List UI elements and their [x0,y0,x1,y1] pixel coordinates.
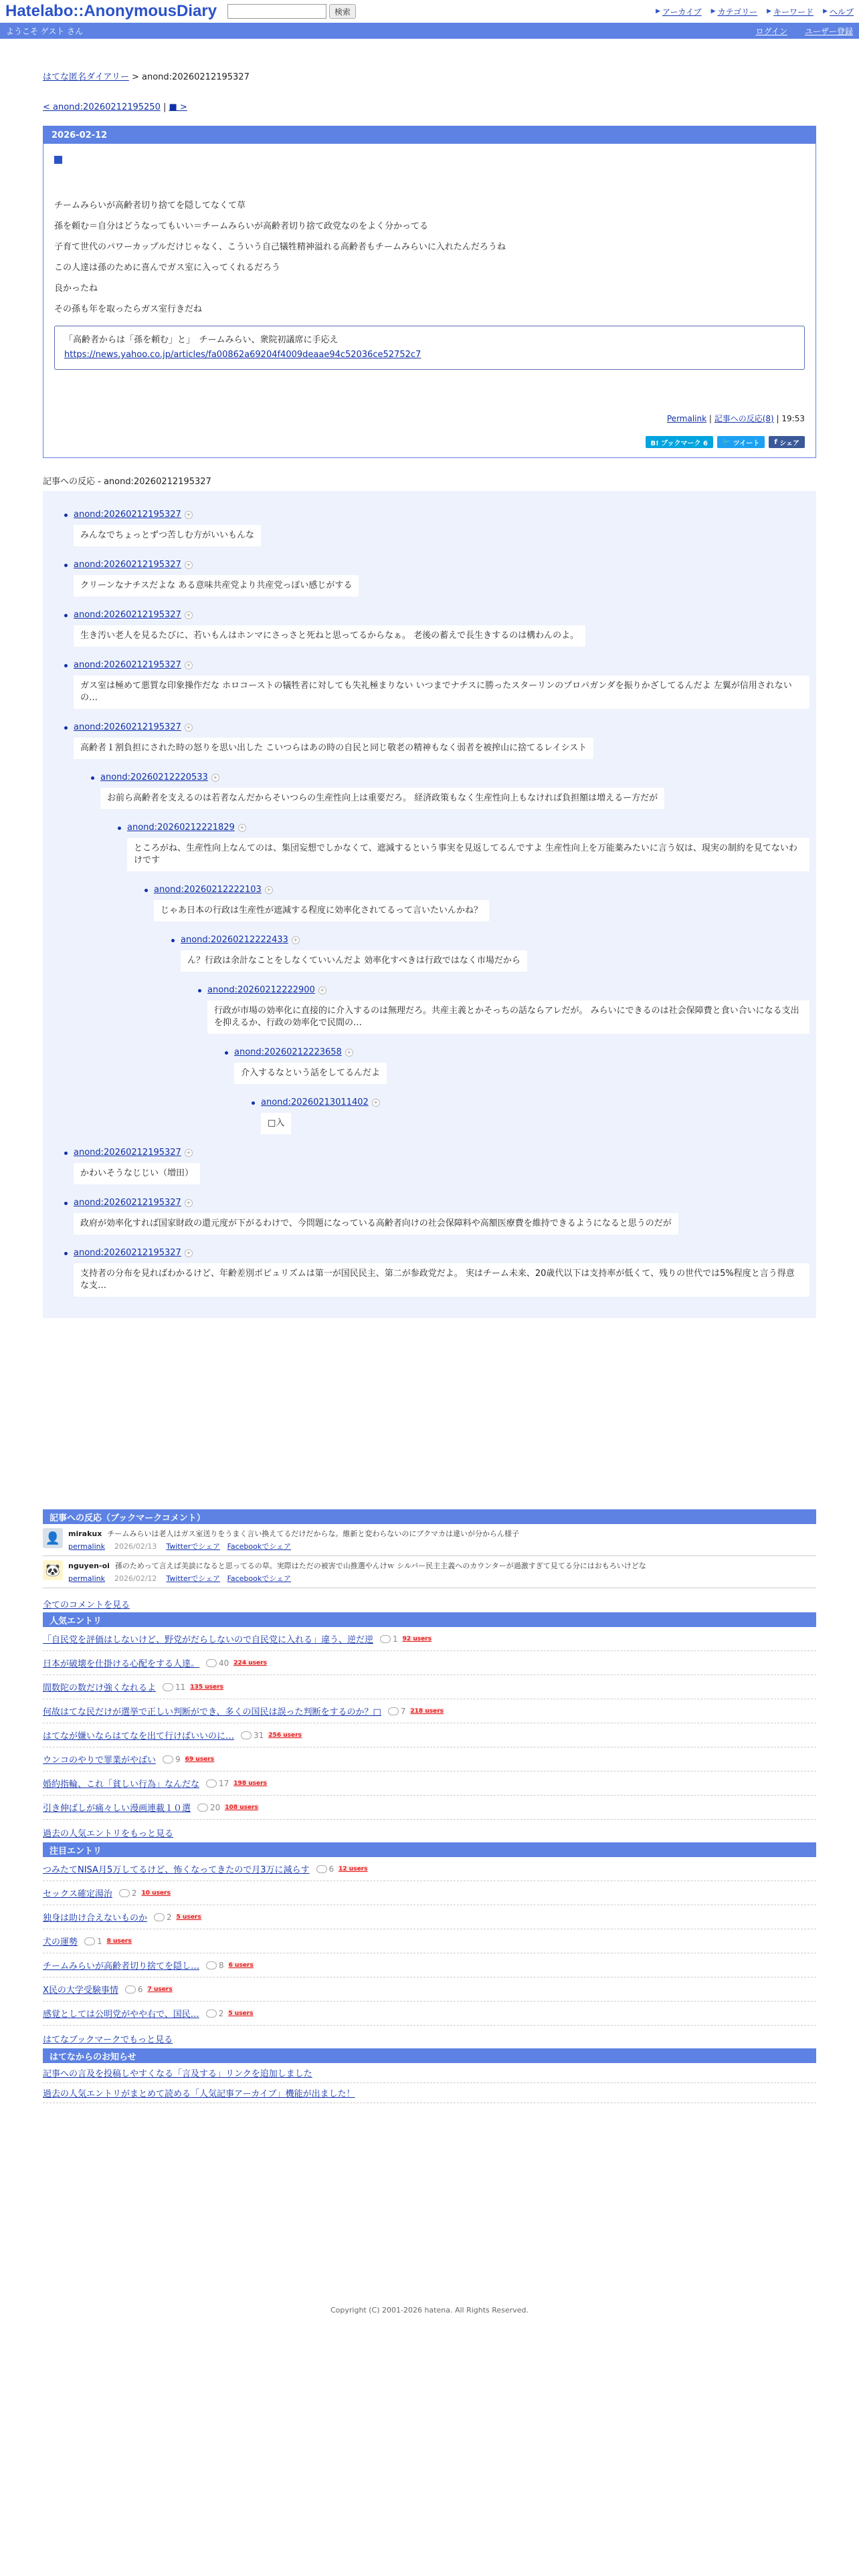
arrow-icon: ▶ [710,8,716,15]
bullet [91,776,94,780]
entry-paragraph: 孫を頼む＝自分はどうなってもいい＝チームみらいが高齢者切り捨て政党なのをよく分かってる [54,221,429,231]
comment-count[interactable] [388,1707,406,1716]
login-link[interactable]: ログイン [755,26,787,36]
reaction-item [154,885,809,922]
entry-date: 2026-02-12 [43,126,816,144]
bookmark-comment: 孫のためって言えば美談になると思ってるの草。実際はただの被害で山推選やんけｗ シルバー民主主義へのカウンターが過激すぎて見てる分にはおもろいけどな [114,1562,646,1570]
reaction-text: クリーンなナチスだよな ある意味共産党より共産党っぽい感じがする [74,575,359,597]
reaction-text: 政府が効率化すれば国家財政の還元度が下がるわけで、今問題になっている高齢者向けの社会保障料や高額医療費を維持できるようになると思うのだが [74,1213,678,1235]
entry-item [43,1723,816,1747]
comment-count[interactable] [206,1961,224,1970]
comment-count[interactable] [154,1913,172,1922]
comment-count[interactable] [206,2009,224,2018]
notices [43,2048,816,2103]
reaction-text: みんなでちょっとずつ苦しむ方がいいもんな [74,525,261,546]
bullet [145,889,148,892]
bookmark-permalink[interactable]: permalink [68,1574,105,1583]
entry-item [43,1881,816,1905]
comment-bubble-icon [206,1659,217,1667]
comment-count-value: 40 [219,1658,229,1668]
popular-more-link[interactable]: 過去の人気エントリをもっと見る [43,1829,174,1839]
comment-count[interactable] [206,1658,229,1668]
tweet-button[interactable] [717,436,765,448]
reaction-text: ガス室は極めて悪質な印象操作だな ホロコーストの犠牲者に対しても失礼極まりない いつまでナチスに勝ったスターリンのプロパガンダを振りかざしてるんだよ 左翼が信用されないの… [74,675,809,709]
reaction-item [100,772,809,809]
bookmark-facebook-share[interactable]: Facebookでシェア [227,1574,292,1583]
entry-item [43,1953,816,1977]
toggle-icon[interactable]: + [211,774,219,782]
reaction-link[interactable]: anond:20260212195327 [74,722,181,732]
users-badge[interactable]: 7 users [147,1985,173,1993]
bullet [64,1202,68,1205]
attention-header: 注目エントリ [43,1842,816,1857]
toggle-icon[interactable]: + [345,1049,353,1057]
users-badge[interactable]: 8 users [106,1937,132,1945]
copyright: Copyright (C) 2001-2026 hatena. All Rights Reserved. [330,2306,529,2315]
comment-bubble-icon [241,1731,252,1739]
toggle-icon[interactable]: + [185,724,193,732]
breadcrumb-home[interactable]: はてな匿名ダイアリー [43,72,129,82]
facebook-label: シェア [779,439,799,447]
entry-body [43,144,816,457]
entry-item [43,2002,816,2026]
reaction-item [74,610,809,647]
breadcrumb [43,70,816,82]
reaction-item [181,935,809,972]
attention-list [43,1857,816,2026]
entry-title-link[interactable]: 間数陀の数だけ強くなれるよ [43,1683,157,1693]
users-badge[interactable]: 69 users [185,1755,214,1763]
comment-count[interactable] [84,1937,102,1946]
prev-entry-link[interactable]: < anond:20260212195250 [43,102,161,112]
top-links [656,6,854,17]
reaction-link[interactable]: anond:20260212195327 [74,610,181,620]
reaction-link[interactable]: anond:20260212220533 [100,772,208,782]
popular-header: 人気エントリ [43,1612,816,1627]
arrow-icon: ▶ [823,8,828,15]
entry-item [43,1651,816,1675]
toggle-icon[interactable]: + [185,661,193,669]
toggle-icon[interactable]: + [372,1099,380,1107]
toggle-icon[interactable]: + [292,936,300,944]
bookmark-permalink[interactable]: permalink [68,1542,105,1551]
bullet [171,939,175,942]
bookmark-date: 2026/02/12 [114,1574,157,1583]
hatebu-button[interactable]: B! ブックマーク 6 [646,436,713,448]
users-badge[interactable]: 108 users [225,1804,258,1811]
bullet [198,989,201,992]
entry-title-link[interactable]: ウンコのやりで罪業がやばい [43,1755,157,1765]
bullet [64,564,68,567]
notice-item [43,2083,816,2103]
comment-count-value: 9 [175,1754,181,1764]
reaction-item [74,510,809,546]
reaction-link[interactable]: anond:20260212195327 [74,1148,181,1158]
comment-bubble-icon [206,1961,217,1969]
comment-bubble-icon [119,1889,130,1897]
toggle-icon[interactable]: + [238,824,246,832]
comment-count[interactable] [241,1731,264,1740]
entry-item [43,1929,816,1953]
bullet [64,514,68,517]
reaction-link[interactable]: anond:20260212195327 [74,560,181,570]
reaction-link[interactable]: anond:20260212222103 [154,885,262,895]
entry-paragraph: 良かったね [54,284,98,294]
top-bar [0,0,859,23]
avatar[interactable]: 👤 [43,1528,63,1548]
quote-box [54,326,805,370]
comment-bubble-icon [206,1780,217,1788]
attention-entries [43,1842,816,2048]
notice-item [43,2063,816,2083]
entry-square-link-icon[interactable] [54,156,62,164]
comment-count[interactable] [380,1634,398,1644]
reaction-text: 介入するなという話をしてるんだよ [234,1063,387,1084]
site-logo[interactable]: Hatelabo::AnonymousDiary [5,2,217,20]
reaction-link[interactable]: anond:20260212222900 [207,985,315,995]
notices-header: はてなからのお知らせ [43,2048,816,2063]
entry-paragraph: チームみらいが高齢者切り捨てを隠してなくて草 [54,201,246,211]
entry-title-link[interactable]: チームみらいが高齢者切り捨てを隠し… [43,1961,200,1971]
users-badge[interactable]: 256 users [268,1731,302,1739]
entry-nav [43,102,816,112]
notice-link[interactable]: 過去の人気エントリがまとめて読める「人気記事アーカイブ」機能が出ました！ [43,2089,355,2099]
reaction-link[interactable]: anond:20260213011402 [261,1097,369,1107]
reaction-link[interactable]: anond:20260212195327 [74,660,181,670]
bullet [64,1152,68,1155]
reaction-text: ん？行政は余計なことをしなくていいんだよ 効率化すべきは行政ではなく市場だから [181,950,527,972]
reactions-list [43,491,816,1318]
reaction-link[interactable]: anond:20260212223658 [234,1047,342,1057]
bullet [64,1252,68,1255]
entry-paragraph: その孫も年を取ったらガス室行きだね [54,304,203,314]
tweet-label: ツイート [733,439,760,447]
comment-bubble-icon [163,1755,173,1763]
entry-title-link[interactable]: X民の大学受験事情 [43,1985,118,1996]
users-badge[interactable]: 198 users [233,1780,267,1787]
comment-bubble-icon [154,1913,165,1921]
register-link[interactable]: ユーザー登録 [804,26,853,36]
entry-title-link[interactable]: はてなが嫌いならはてなを出て行けばいいのに… [43,1731,235,1741]
popular-list [43,1627,816,1820]
comment-bubble-icon [316,1865,327,1873]
comment-count-value: 17 [219,1778,229,1788]
users-badge[interactable]: 12 users [339,1865,368,1872]
keyword-link[interactable]: キーワード [773,7,814,17]
comment-count-value: 6 [328,1864,335,1874]
comment-count-value: 2 [167,1912,172,1922]
entry-item [43,1627,816,1651]
comment-count[interactable] [197,1803,220,1812]
spacer [43,1318,816,1509]
entry-item [43,1699,816,1723]
comment-count-value: 1 [393,1634,398,1644]
comment-count[interactable] [163,1755,181,1764]
reactions-link[interactable]: 記事への反応(8) [714,414,774,423]
reaction-text: じゃあ日本の行政は生産性が遮減する程度に効率化されてるって言いたいんかね？ [154,900,489,922]
comment-count-value: 6 [137,1984,143,1994]
reaction-item [74,722,809,759]
bookmark-comment: チームみらいは老人はガス室送りをうまく言い換えてるだけだからな。維新と変わらないのにブクマカは違いが分からん様子 [107,1529,519,1538]
users-badge[interactable]: 10 users [141,1889,171,1897]
toggle-icon[interactable]: + [185,1249,193,1257]
reaction-item [74,560,809,597]
bullet [225,1051,228,1055]
comment-count-value: 8 [219,1960,224,1970]
bookmark-date: 2026/02/13 [114,1542,157,1551]
comment-count-value: 20 [210,1802,221,1812]
entry-title-link[interactable]: 感覚としては公明党がやや右で、国民… [43,2010,199,2020]
comment-count[interactable] [206,1779,229,1788]
entry-item [43,1772,816,1796]
users-badge[interactable]: 135 users [190,1683,223,1691]
popular-entries [43,1612,816,1842]
comment-bubble-icon [163,1683,173,1691]
comment-bubble-icon [84,1937,95,1945]
bullet [64,726,68,730]
reaction-text: 生き汚い老人を見るたびに、若いもんはホンマにさっさと死ねと思ってるからなぁ。 老後の蓄えで長生きするのは構わんのよ。 [74,625,585,647]
reaction-item [74,660,809,709]
permalink-link[interactable]: Permalink [666,414,707,423]
comment-count-value: 2 [131,1888,137,1898]
share-buttons [54,436,805,448]
bookmark-user[interactable]: nguyen-oi [68,1562,110,1570]
entry-item [43,1747,816,1772]
facebook-share-button[interactable] [769,436,805,448]
reaction-item [207,985,809,1034]
toggle-icon[interactable]: + [185,1199,193,1207]
entry-item [43,1977,816,2002]
reaction-item [261,1097,809,1134]
bullet [252,1101,255,1105]
all-comments-link[interactable]: 全てのコメントを見る [43,1600,130,1610]
bookmark-item [43,1556,816,1588]
comment-count[interactable] [163,1683,185,1692]
bookmark-facebook-share[interactable]: Facebookでシェア [227,1542,292,1551]
users-badge[interactable]: 92 users [402,1635,432,1642]
bullet [118,827,121,830]
reaction-item [74,1248,809,1297]
reaction-link[interactable]: anond:20260212195327 [74,510,181,520]
reaction-link[interactable]: anond:20260212221829 [127,823,235,833]
entry-title-link[interactable]: つみたてNISA月5万してるけど、怖くなってきたので月3万に減らす [43,1865,310,1875]
search-button[interactable]: 検索 [329,4,356,19]
entry-title-link[interactable]: 婚約指輪、これ「貧しい行為」なんだな [43,1780,200,1790]
reaction-text: 支持者の分布を見ればわかるけど、年齢差別ポピュリズムは第一が国民民主、第二が参政党だよ。 実はチーム未来、20歳代以下は支持率が低くて、残りの世代では5%程度と言う得意な支… [74,1263,809,1297]
comment-bubble-icon [197,1804,208,1812]
toggle-icon[interactable]: + [185,561,193,569]
toggle-icon[interactable]: + [185,511,193,519]
entry-footer: Permalink | 記事への反応(8) | 19:53 [666,414,805,423]
avatar[interactable]: 🐼 [43,1560,63,1580]
reaction-item [74,1198,809,1235]
bookmark-twitter-share[interactable]: Twitterでシェア [166,1574,221,1583]
search-input[interactable] [227,4,326,19]
entry-title-link[interactable]: 何故はてな民だけが選挙で正しい判断ができ、多くの国民は誤った判断をするのか？□ [43,1707,381,1717]
comment-count-value: 11 [175,1682,186,1692]
entry-title-link[interactable]: 引き伸ばしが痛々しい漫画連載１０選 [43,1804,191,1814]
comment-bubble-icon [206,2010,217,2018]
entry-title-link[interactable]: 独身は助け合えないものか [43,1913,148,1923]
comment-count-value: 2 [218,2008,224,2018]
comment-bubble-icon [388,1707,399,1715]
category-link[interactable]: カテゴリー [717,7,758,17]
notice-link[interactable]: 記事への言及を投稿しやすくなる「言及する」リンクを追加しました [43,2069,312,2079]
users-badge[interactable]: 5 users [228,2010,254,2017]
entry-title-link[interactable]: 「自民党を評価はしないけど、野党がだらしないので自民党に入れる」違う、逆だ逆 [43,1635,374,1645]
entry-item [43,1857,816,1881]
entry-title-link[interactable]: 犬の運勢 [43,1937,78,1947]
entry-time: 19:53 [781,414,805,423]
twitter-icon: 🐦 [722,438,733,446]
reaction-item [127,823,809,871]
comment-count[interactable] [125,1985,143,1994]
reaction-text: 行政が市場の効率化に直接的に介入するのは無理だろ。共産主義とかそっちの話ならアレだが。 みらいにできるのは社会保障費と食い合いになる支出を抑えるか、行政の効率化で民間の… [207,1000,809,1034]
entry-item [43,1796,816,1820]
comment-count-value: 1 [97,1936,102,1946]
reaction-link[interactable]: anond:20260212222433 [181,935,288,945]
reaction-text: かわいそうなじじい（増田） [74,1163,200,1184]
toggle-icon[interactable]: + [185,611,193,619]
arrow-icon: ▶ [767,8,772,15]
bookmark-comments [43,1509,816,1612]
reaction-link[interactable]: anond:20260212195327 [74,1198,181,1208]
entry-paragraphs [54,200,805,315]
reaction-item [234,1047,809,1084]
facebook-icon: f [774,438,780,446]
comment-count[interactable] [119,1889,137,1898]
reaction-link[interactable]: anond:20260212195327 [74,1248,181,1258]
toggle-icon[interactable]: + [318,986,326,994]
help-link[interactable]: ヘルプ [829,7,854,17]
quote-url-link[interactable]: https://news.yahoo.co.jp/articles/fa00862a69204f4009deaae94c52036ce52752c7 [64,350,421,360]
arrow-icon: ▶ [656,8,660,15]
entry-item [43,1675,816,1699]
entry-paragraph: 子育て世代のパワーカップルだけじゃなく、こういう自己犠牲精神溢れる高齢者もチームみらいに入れたんだろうね [54,242,506,252]
toggle-icon[interactable]: + [185,1149,193,1157]
bookmark-item [43,1524,816,1556]
comment-count[interactable] [316,1864,335,1874]
reaction-text: 高齢者１割負担にされた時の怒りを思い出した こいつらはあの時の自民と同じ敬老の精神もなく弱者を被搾山に捨てるレイシスト [74,738,593,759]
nav-separator: | [160,102,169,112]
comment-count-value: 31 [254,1730,264,1740]
reaction-item [74,1148,809,1184]
breadcrumb-separator: > [128,72,142,82]
quote-text: 「高齢者からは「孫を頼む」と」 チームみらい、衆院初議席に手応え [64,335,339,345]
entry-title-link[interactable]: セックス確定湯治 [43,1889,112,1899]
bullet [64,664,68,667]
reaction-text: □入 [261,1113,291,1134]
user-bar [0,23,859,39]
toggle-icon[interactable]: + [265,886,273,894]
reaction-text: ところがね、生産性向上なんてのは、集団妄想でしかなくて、遮減するという事実を見返してるんですよ 生産性向上を万能薬みたいに言う奴は、現実の制約を見てないわけです [127,838,809,871]
bookmark-header: 記事への反応（ブックマークコメント） [43,1509,816,1524]
entry-paragraph: この人達は孫のために喜んでガス室に入ってくれるだろう [54,263,281,273]
welcome-text: ようこそ ゲスト さん [6,26,84,36]
bullet [64,614,68,617]
entry-section [43,126,816,458]
breadcrumb-current: anond:20260212195327 [142,72,250,82]
next-entry-link[interactable]: ■ > [169,102,187,112]
users-badge[interactable]: 6 users [228,1961,254,1969]
entry-title-link[interactable]: 日本が破壊を仕掛ける心配をする人達。 [43,1659,200,1669]
reaction-text: お前ら高齢者を支えるのは若者なんだからそいつらの生産性向上は重要だろ。 経済政策もなく生産性向上もなければ負担額は増えるー方だが [100,788,664,809]
archive-link[interactable]: アーカイブ [662,7,702,17]
comment-bubble-icon [380,1635,391,1643]
entry-item [43,1905,816,1929]
main-content [43,70,816,2103]
attention-more-link[interactable]: はてなブックマークでもっと見る [43,2035,173,2045]
users-badge[interactable]: 5 users [176,1913,201,1921]
reactions-heading: 記事への反応 - anond:20260212195327 [43,477,211,487]
users-badge[interactable]: 218 users [410,1707,444,1715]
bookmark-user[interactable]: mirakux [68,1529,102,1538]
comment-count-value: 7 [400,1706,406,1716]
comment-bubble-icon [125,1985,136,1994]
bookmark-twitter-share[interactable]: Twitterでシェア [166,1542,221,1551]
users-badge[interactable]: 224 users [233,1659,267,1667]
